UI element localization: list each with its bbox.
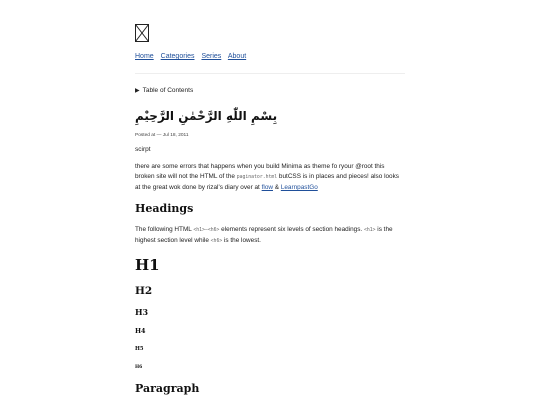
main-nav <box>135 53 251 60</box>
nav-link-home[interactable]: Home <box>135 53 154 60</box>
link-learnpastgo[interactable]: LearnpastGo <box>280 184 318 191</box>
htext-1: The following HTML <box>135 226 194 233</box>
header-divider <box>135 73 405 74</box>
htext-4: is the lowest. <box>222 237 261 244</box>
code-h1-h6: <h1>—<h6> <box>193 228 220 233</box>
toc-label: Table of Contents <box>142 87 194 94</box>
post-intro <box>135 162 405 193</box>
headings-description <box>135 225 405 247</box>
htext-2: elements represent six levels of section headings. <box>219 226 364 233</box>
code-h6: <h6> <box>210 239 223 244</box>
heading-h2: H2 <box>135 285 153 297</box>
nav-link-categories[interactable]: Categories <box>160 53 195 60</box>
heading-h6: H6 <box>135 365 143 370</box>
intro-text-2: butCSS is in places and pieces! also looks at the great wok done by rizal's diary over at <box>135 173 399 191</box>
link-flow[interactable]: flow <box>261 184 273 191</box>
code-h1: <h1> <box>363 228 376 233</box>
nav-link-about[interactable]: About <box>227 53 247 60</box>
section-heading-headings: Headings <box>135 202 194 215</box>
heading-h3: H3 <box>135 307 149 317</box>
nav-link-series[interactable]: Series <box>201 53 222 60</box>
table-of-contents-toggle[interactable] <box>135 87 193 94</box>
post-title: بِسْمِ اللّٰهِ الرَّحْمٰنِ الرَّحِيْمِ <box>135 109 278 123</box>
intro-code: paginator.html <box>236 175 278 180</box>
heading-h1: H1 <box>135 256 160 274</box>
heading-h5: H5 <box>135 346 144 352</box>
intro-amp: & <box>273 184 281 191</box>
heading-h4: H4 <box>135 327 146 335</box>
broken-image-icon[interactable] <box>135 24 149 42</box>
post-script-text: scirpt <box>135 146 151 153</box>
section-heading-paragraph: Paragraph <box>135 382 200 395</box>
triangle-right-icon: ▶ <box>135 88 140 94</box>
htext-3: is the highest section level while <box>135 226 393 244</box>
intro-text-1: there are some errors that happens when you build Minima as theme fo ryour @root this broken site will not the HTML of the <box>135 163 385 180</box>
post-meta: Posted at — Jul 18, 2011 <box>135 133 189 138</box>
